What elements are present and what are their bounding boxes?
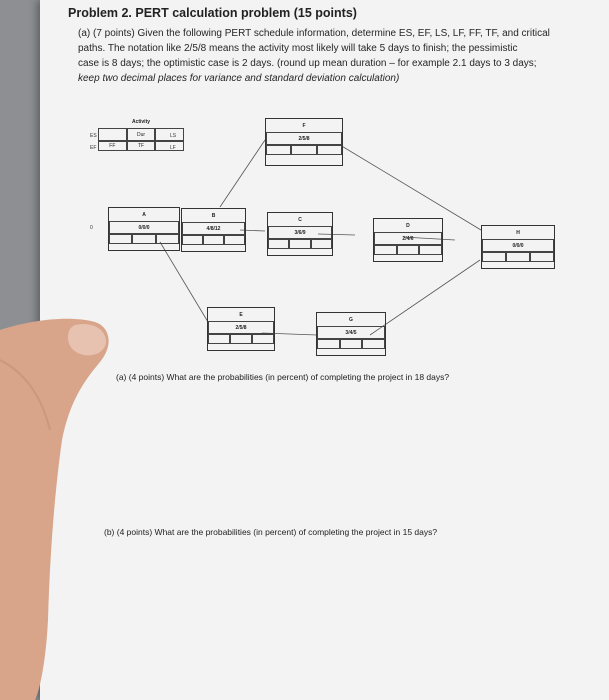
- node-e-cell-3: [252, 334, 274, 344]
- node-g-name: G: [349, 316, 353, 323]
- node-d-cell-2: [397, 245, 420, 255]
- legend-activity: Activity: [131, 118, 151, 125]
- thumb-photo: [0, 300, 115, 700]
- node-a: [108, 207, 180, 251]
- node-c-cell-1: [268, 239, 289, 249]
- intro-line-3: case is 8 days; the optimistic case is 2 days. (round up mean duration – for example 2.1 days to 3 days;: [78, 58, 537, 69]
- legend-tf: TF: [127, 141, 156, 151]
- node-b-cell-2: [203, 235, 224, 245]
- node-h-cell-3: [530, 252, 554, 262]
- node-f: [265, 118, 343, 166]
- node-d-pert: 2/4/6: [374, 232, 442, 245]
- legend-lf: LF: [170, 145, 176, 151]
- node-a-cell-2: [132, 234, 155, 244]
- legend-es: ES: [90, 133, 97, 139]
- node-d-cell-1: [374, 245, 397, 255]
- node-f-cell-3: [317, 145, 342, 155]
- node-d-cell-3: [419, 245, 442, 255]
- node-c-cell-2: [289, 239, 310, 249]
- node-c-pert: 3/6/9: [268, 226, 332, 239]
- node-e-cell-2: [230, 334, 252, 344]
- node-b-name: B: [211, 212, 216, 219]
- intro-line-1: (a) (7 points) Given the following PERT schedule information, determine ES, EF, LS, LF, FF, TF, and critical: [78, 28, 550, 39]
- node-h-name: H: [516, 229, 520, 236]
- node-h: [481, 225, 555, 269]
- node-a-pert: 0/0/0: [109, 221, 179, 234]
- legend-ff: FF: [98, 141, 127, 151]
- node-a-cell-1: [109, 234, 132, 244]
- node-g-cell-2: [340, 339, 363, 349]
- arrow-b-f: [220, 140, 265, 207]
- question-a: (a) (4 points) What are the probabilities (in percent) of completing the project in 18 days?: [116, 372, 450, 382]
- node-b-pert: 4/8/12: [182, 222, 245, 235]
- node-f-name: F: [302, 122, 306, 129]
- node-f-cell-2: [291, 145, 316, 155]
- node-h-cell-1: [482, 252, 506, 262]
- node-f-pert: 2/5/8: [266, 132, 342, 145]
- legend-blank-1: [98, 128, 127, 141]
- node-c-name: C: [298, 216, 302, 223]
- intro-line-4: keep two decimal places for variance and standard deviation calculation): [78, 73, 400, 84]
- node-h-pert: 0/0/0: [482, 239, 554, 252]
- node-g-cell-3: [362, 339, 385, 349]
- node-h-cell-2: [506, 252, 530, 262]
- node-b-cell-1: [182, 235, 203, 245]
- node-a-es-value: 0: [90, 225, 93, 231]
- node-e-name: E: [239, 311, 243, 318]
- node-a-cell-3: [156, 234, 179, 244]
- node-e-pert: 2/5/8: [208, 321, 274, 334]
- question-b: (b) (4 points) What are the probabilities (in percent) of completing the project in 15 days?: [104, 527, 438, 537]
- node-c-cell-3: [311, 239, 332, 249]
- node-d-name: D: [406, 222, 410, 229]
- worksheet-page: [40, 0, 609, 700]
- node-g-pert: 3/4/5: [317, 326, 385, 339]
- node-b: [181, 208, 246, 252]
- node-e-cell-1: [208, 334, 230, 344]
- problem-title: Problem 2. PERT calculation problem (15 points): [68, 6, 357, 20]
- node-g-cell-1: [317, 339, 340, 349]
- intro-line-2: paths. The notation like 2/5/8 means the activity most likely will take 5 days to finish; the pessimistic: [78, 43, 518, 54]
- legend-ls: LS: [170, 133, 177, 139]
- node-f-cell-1: [266, 145, 291, 155]
- node-g: [316, 312, 386, 356]
- node-e: [207, 307, 275, 351]
- arrow-g-h: [370, 260, 480, 335]
- node-b-cell-3: [224, 235, 245, 245]
- legend-dur: Dur: [127, 128, 156, 141]
- node-c: [267, 212, 333, 256]
- node-a-name: A: [142, 211, 146, 218]
- arrow-b-e: [160, 242, 208, 322]
- node-d: [373, 218, 443, 262]
- legend-ef: EF: [90, 145, 97, 151]
